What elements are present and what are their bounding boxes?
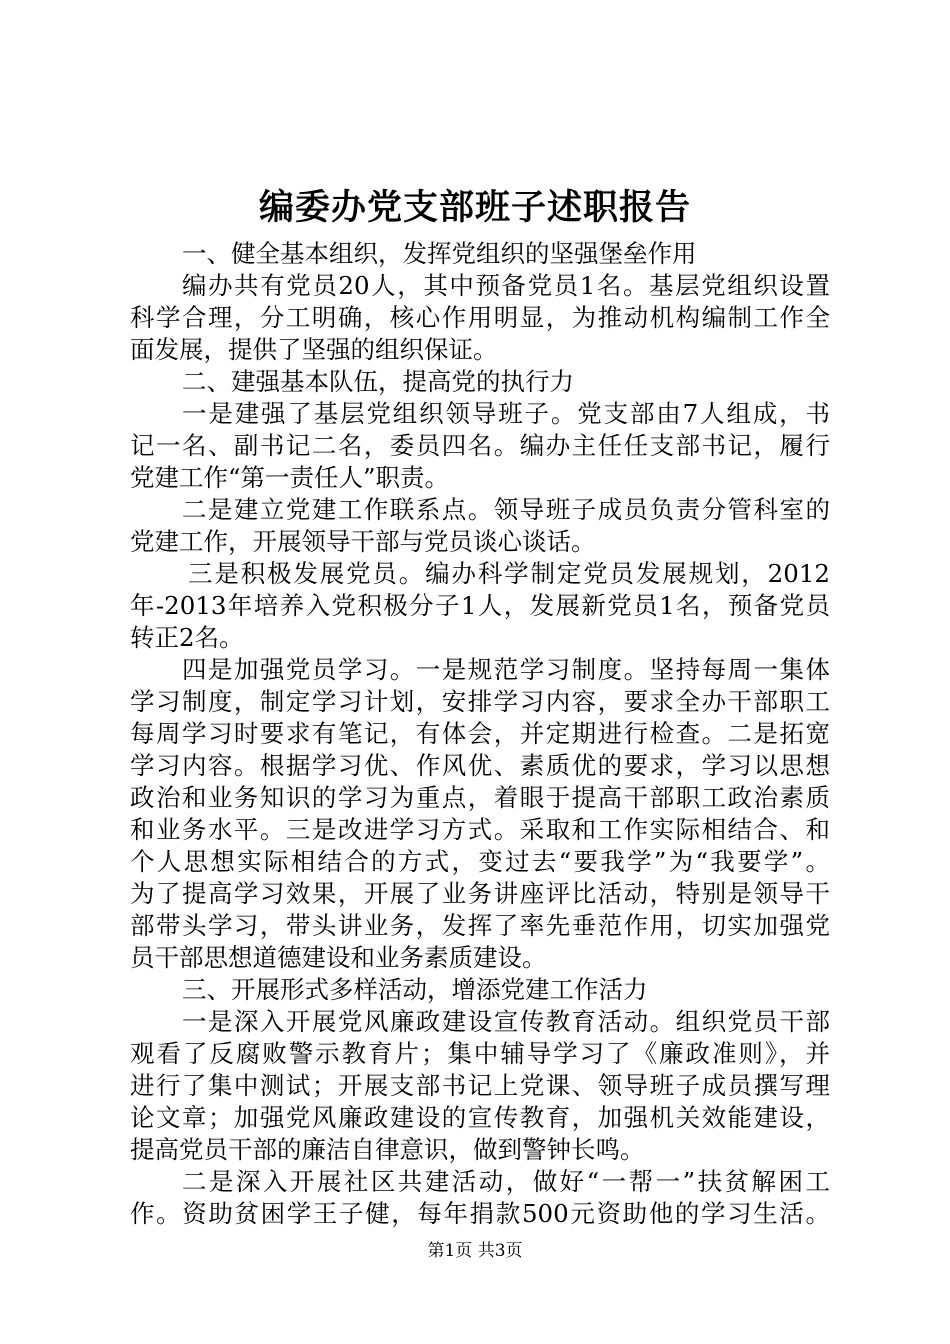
- body-line: 记一名、副书记二名，委员四名。编办主任任支部书记，履行: [130, 431, 830, 460]
- body-line: 论文章；加强党风廉政建设的宣传教育，加强机关效能建设，: [130, 1103, 830, 1132]
- body-line: 为了提高学习效果，开展了业务讲座评比活动，特别是领导干: [130, 879, 830, 908]
- body-line: 四是加强党员学习。一是规范学习制度。坚持每周一集体: [182, 655, 830, 684]
- body-line: 面发展，提供了坚强的组织保证。: [130, 335, 498, 364]
- body-line: 学习内容。根据学习优、作风优、素质优的要求，学习以思想: [130, 751, 830, 780]
- body-line: 和业务水平。三是改进学习方式。采取和工作实际相结合、和: [130, 815, 830, 844]
- body-line: 科学合理，分工明确，核心作用明显，为推动机构编制工作全: [130, 303, 830, 332]
- body-line: 年-2013年培养入党积极分子1人，发展新党员1名，预备党员: [130, 591, 830, 620]
- body-line: 学习制度，制定学习计划，安排学习内容，要求全办干部职工: [130, 687, 830, 716]
- body-line: 进行了集中测试；开展支部书记上党课、领导班子成员撰写理: [130, 1071, 830, 1100]
- body-line: 编办共有党员20人，其中预备党员1名。基层党组织设置: [182, 271, 830, 300]
- body-line: 一是建强了基层党组织领导班子。党支部由7人组成，书: [182, 399, 830, 428]
- body-line: 一是深入开展党风廉政建设宣传教育活动。组织党员干部: [182, 1007, 830, 1036]
- document-body: [130, 238, 830, 1230]
- body-line: 党建工作“第一责任人”职责。: [130, 463, 450, 492]
- body-line: 党建工作，开展领导干部与党员谈心谈话。: [130, 527, 596, 556]
- body-line: 作。资助贫困学王子健，每年捐款500元资助他的学习生活。: [130, 1199, 830, 1228]
- body-line: 政治和业务知识的学习为重点，着眼于提高干部职工政治素质: [130, 783, 830, 812]
- body-line: 三是积极发展党员。编办科学制定党员发展规划，2012: [188, 559, 830, 588]
- body-line: 部带头学习，带头讲业务，发挥了率先垂范作用，切实加强党: [130, 911, 830, 940]
- body-line: 转正2名。: [130, 623, 244, 652]
- body-line: 二是建立党建工作联系点。领导班子成员负责分管科室的: [182, 495, 830, 524]
- document-title: 编委办党支部班子述职报告: [258, 187, 691, 228]
- body-line: 二是深入开展社区共建活动，做好“一帮一”扶贫解困工: [182, 1167, 830, 1196]
- body-line: 员干部思想道德建设和业务素质建设。: [130, 943, 547, 972]
- body-line: 提高党员干部的廉洁自律意识，做到警钟长鸣。: [130, 1135, 645, 1164]
- body-line: 个人思想实际相结合的方式，变过去“要我学”为“我要学”。: [130, 847, 830, 876]
- page-footer: 第1页 共3页: [427, 1241, 523, 1261]
- body-line: 观看了反腐败警示教育片；集中辅导学习了《廉政准则》，并: [130, 1039, 830, 1068]
- body-line: 每周学习时要求有笔记，有体会，并定期进行检查。二是拓宽: [130, 719, 830, 748]
- section-heading: 三、开展形式多样活动，增添党建工作活力: [182, 975, 648, 1004]
- section-heading: 一、健全基本组织，发挥党组织的坚强堡垒作用: [182, 239, 697, 268]
- section-heading: 二、建强基本队伍，提高党的执行力: [182, 367, 574, 396]
